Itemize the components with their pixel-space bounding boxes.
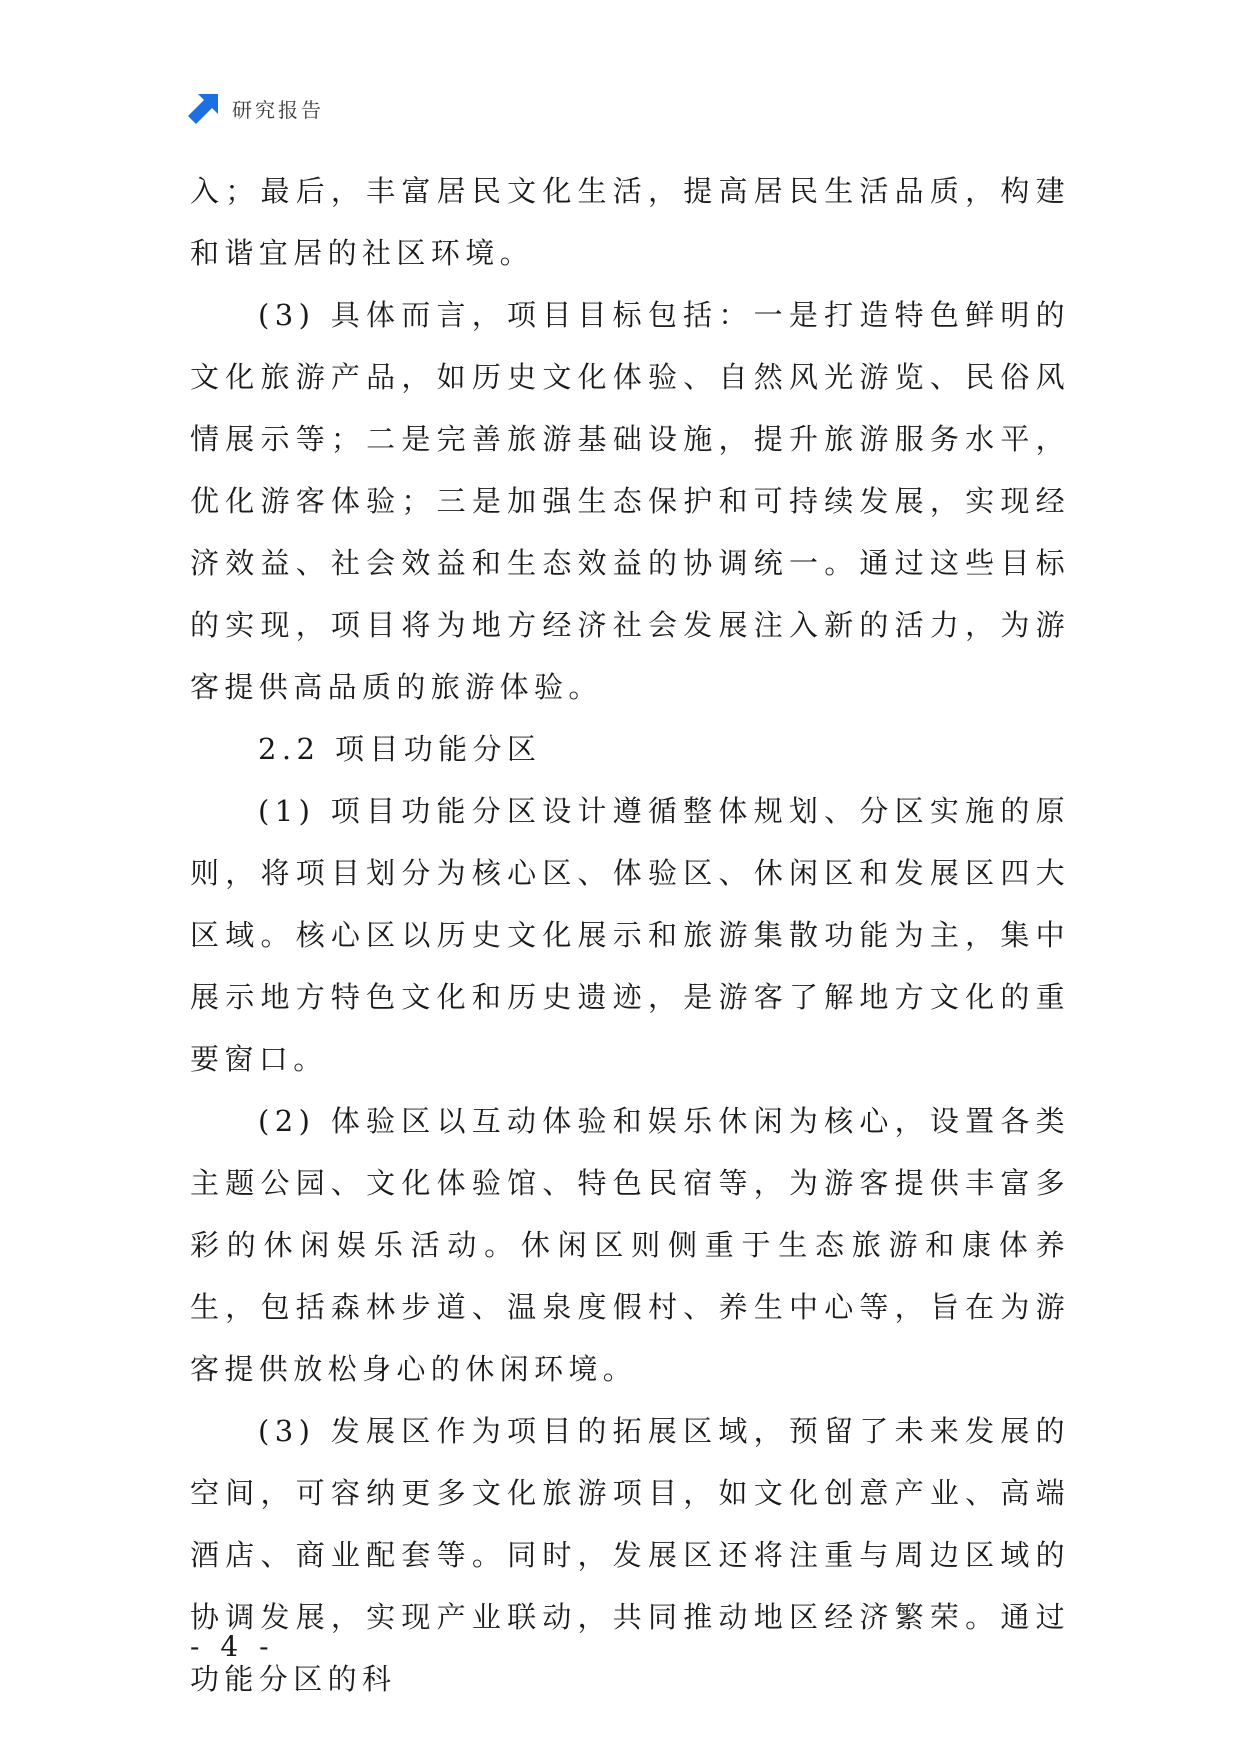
- header-title: 研究报告: [232, 97, 324, 122]
- document-body: [190, 160, 1070, 1710]
- paragraph: (3) 发展区作为项目的拓展区域，预留了未来发展的空间，可容纳更多文化旅游项目，如文化创意产业、高端酒店、商业配套等。同时，发展区还将注重与周边区域的协调发展，实现产业联动，共同推动地区经济繁荣。通过功能分区的科: [190, 1414, 1070, 1696]
- section-heading: 2.2 项目功能分区: [258, 732, 542, 766]
- paragraph-continuation: 入；最后，丰富居民文化生活，提高居民生活品质，构建和谐宜居的社区环境。: [190, 174, 1070, 270]
- paragraph: (3) 具体而言，项目目标包括：一是打造特色鲜明的文化旅游产品，如历史文化体验、自然风光游览、民俗风情展示等；二是完善旅游基础设施，提升旅游服务水平，优化游客体验；三是加强生态保护和可持续发展，实现经济效益、社会效益和生态效益的协调统一。通过这些目标的实现，项目将为地方经济社会发展注入新的活力，为游客提供高品质的旅游体验。: [190, 298, 1070, 704]
- arrow-up-right-icon: [188, 92, 220, 124]
- page-header: [188, 88, 324, 128]
- paragraph: (2) 体验区以互动体验和娱乐休闲为核心，设置各类主题公园、文化体验馆、特色民宿等，为游客提供丰富多彩的休闲娱乐活动。休闲区则侧重于生态旅游和康体养生，包括森林步道、温泉度假村、养生中心等，旨在为游客提供放松身心的休闲环境。: [190, 1104, 1070, 1386]
- paragraph: (1) 项目功能分区设计遵循整体规划、分区实施的原则，将项目划分为核心区、体验区、休闲区和发展区四大区域。核心区以历史文化展示和旅游集散功能为主，集中展示地方特色文化和历史遗迹，是游客了解地方文化的重要窗口。: [190, 794, 1070, 1076]
- page-number: - 4 -: [190, 1630, 275, 1663]
